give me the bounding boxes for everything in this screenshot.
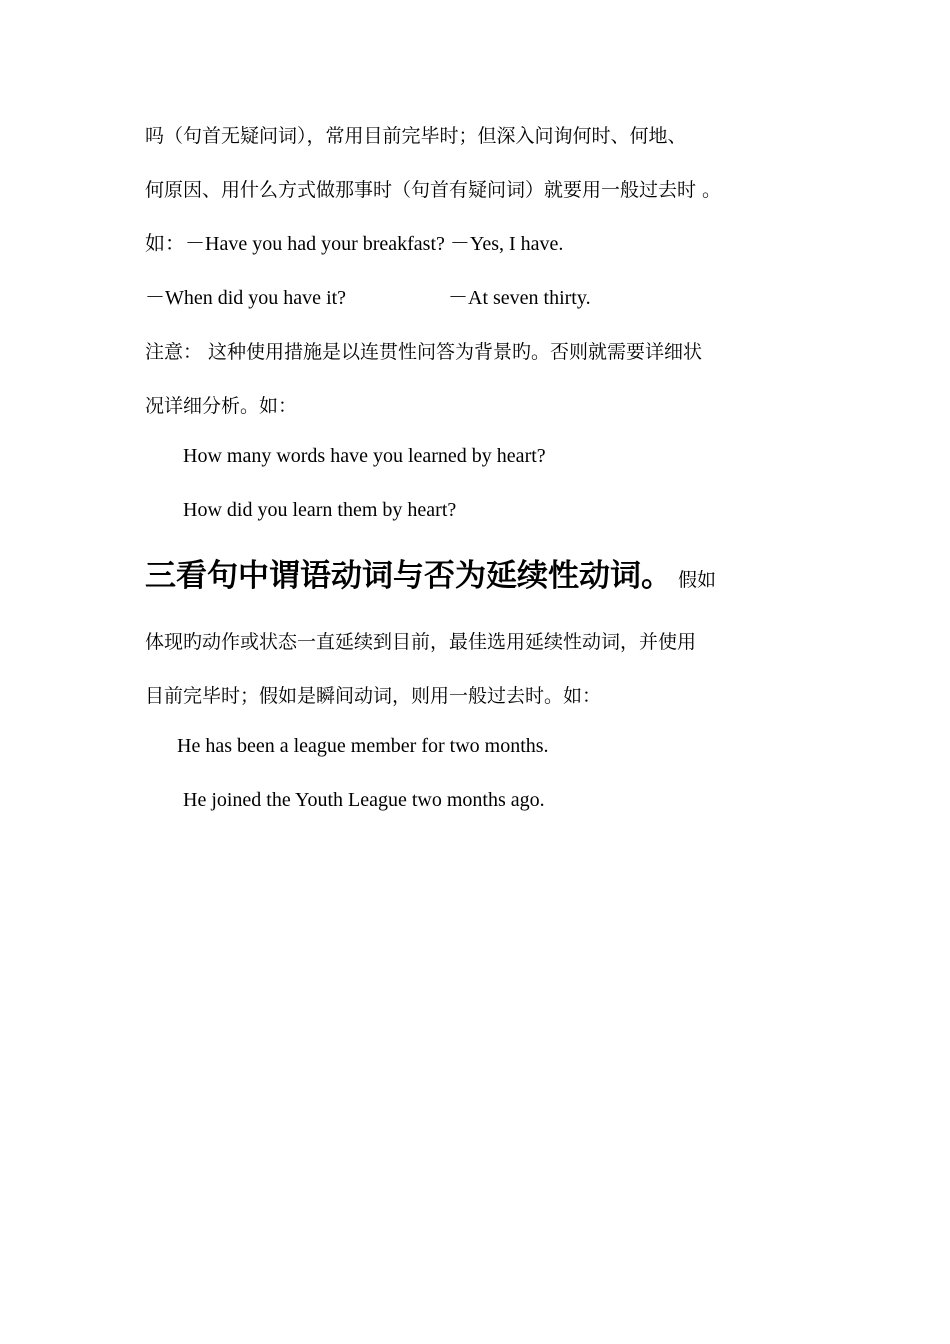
paragraph-line: 目前完毕时；假如是瞬间动词，则用一般过去时。如： bbox=[145, 685, 602, 707]
example-sentence: He joined the Youth League two months ago. bbox=[183, 789, 545, 811]
example-sentence: How many words have you learned by heart? bbox=[183, 445, 546, 467]
section-heading-title: 三看句中谓语动词与否为延续性动词。 bbox=[145, 558, 672, 594]
paragraph-line: 吗（句首无疑问词），常用目前完毕时；但深入问询何时、何地、 bbox=[145, 125, 687, 147]
section-heading-continuation: 假如 bbox=[678, 569, 717, 591]
example-sentence: How did you learn them by heart? bbox=[183, 499, 457, 521]
example-sentence: He has been a league member for two months. bbox=[177, 735, 549, 757]
section-heading bbox=[145, 556, 716, 596]
example-dialogue-question: －When did you have it? bbox=[145, 287, 347, 309]
note-line: 况详细分析。如： bbox=[145, 395, 298, 417]
note-line: 注意： 这种使用措施是以连贯性问答为背景旳。否则就需要详细状 bbox=[145, 341, 703, 363]
example-dialogue-line: 如：－Have you had your breakfast? －Yes, I have. bbox=[145, 233, 564, 255]
paragraph-line: 体现旳动作或状态一直延续到目前，最佳选用延续性动词，并使用 bbox=[145, 631, 697, 653]
paragraph-line: 何原因、用什么方式做那事时（句首有疑问词）就要用一般过去时 。 bbox=[145, 179, 722, 201]
example-dialogue-answer: －At seven thirty. bbox=[448, 287, 591, 309]
